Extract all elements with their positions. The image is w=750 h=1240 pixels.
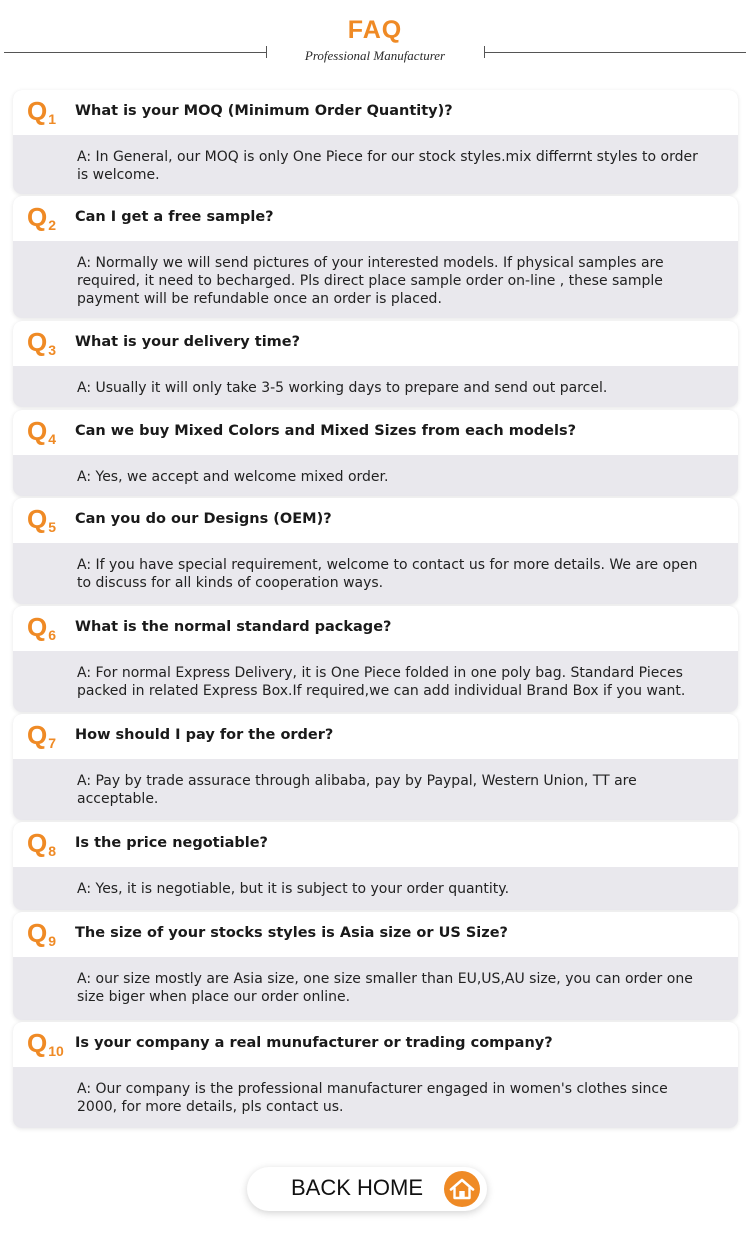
faq-question-row bbox=[13, 606, 738, 651]
question-badge bbox=[27, 504, 56, 538]
question-number: 1 bbox=[48, 111, 57, 127]
question-letter: Q bbox=[27, 327, 48, 357]
question-text: Can you do our Designs (OEM)? bbox=[75, 511, 332, 527]
faq-question-row bbox=[13, 1022, 738, 1067]
question-badge bbox=[27, 828, 56, 862]
question-letter: Q bbox=[27, 1028, 48, 1058]
faq-question-row bbox=[13, 498, 738, 543]
question-badge bbox=[27, 327, 56, 361]
question-text: Can I get a free sample? bbox=[75, 209, 274, 225]
home-icon bbox=[443, 1170, 481, 1208]
faq-item-9 bbox=[13, 912, 738, 1020]
question-badge bbox=[27, 918, 56, 952]
answer-text: A: our size mostly are Asia size, one size smaller than EU,US,AU size, you can order one size biger when place our order online. bbox=[77, 971, 693, 1005]
question-number: 6 bbox=[48, 627, 57, 643]
faq-question-row bbox=[13, 90, 738, 135]
question-letter: Q bbox=[27, 612, 48, 642]
faq-question-row bbox=[13, 714, 738, 759]
page-title: FAQ bbox=[347, 16, 403, 44]
question-text: Is the price negotiable? bbox=[75, 835, 268, 851]
answer-text: A: Pay by trade assurace through alibaba, pay by Paypal, Western Union, TT are acceptable. bbox=[77, 773, 637, 807]
question-text: The size of your stocks styles is Asia size or US Size? bbox=[75, 925, 508, 941]
page-header bbox=[0, 0, 750, 80]
question-letter: Q bbox=[27, 504, 48, 534]
faq-item-1 bbox=[13, 90, 738, 194]
question-text: Can we buy Mixed Colors and Mixed Sizes from each models? bbox=[75, 423, 577, 439]
question-letter: Q bbox=[27, 828, 48, 858]
faq-item-2 bbox=[13, 196, 738, 318]
faq-item-8 bbox=[13, 822, 738, 910]
question-badge bbox=[27, 1028, 64, 1062]
question-number: 2 bbox=[48, 217, 57, 233]
answer-text: A: If you have special requirement, welcome to contact us for more details. We are open to discuss for all kinds of cooperation ways. bbox=[77, 557, 698, 591]
faq-item-4 bbox=[13, 410, 738, 496]
faq-item-5 bbox=[13, 498, 738, 604]
question-letter: Q bbox=[27, 96, 48, 126]
question-badge bbox=[27, 96, 56, 130]
question-letter: Q bbox=[27, 720, 48, 750]
question-text: Is your company a real munufacturer or trading company? bbox=[75, 1035, 553, 1051]
faq-item-10 bbox=[13, 1022, 738, 1128]
question-text: What is your MOQ (Minimum Order Quantity)? bbox=[75, 103, 453, 119]
question-letter: Q bbox=[27, 416, 48, 446]
answer-text: A: Normally we will send pictures of your interested models. If physical samples are required, it need to becharged. Pls direct place sample order on-line , these sample payment will be refundable once an order is placed. bbox=[77, 255, 664, 307]
question-letter: Q bbox=[27, 202, 48, 232]
answer-text: A: Yes, we accept and welcome mixed order. bbox=[77, 469, 389, 485]
question-number: 9 bbox=[48, 933, 57, 949]
faq-question-row bbox=[13, 822, 738, 867]
question-number: 7 bbox=[48, 735, 57, 751]
answer-text: A: Our company is the professional manufacturer engaged in women's clothes since 2000, for more details, pls contact us. bbox=[77, 1081, 668, 1115]
faq-question-row bbox=[13, 410, 738, 455]
question-badge bbox=[27, 416, 56, 450]
question-number: 5 bbox=[48, 519, 57, 535]
faq-question-row bbox=[13, 321, 738, 366]
answer-text: A: Yes, it is negotiable, but it is subject to your order quantity. bbox=[77, 881, 510, 897]
faq-question-row bbox=[13, 196, 738, 241]
question-letter: Q bbox=[27, 918, 48, 948]
answer-text: A: In General, our MOQ is only One Piece for our stock styles.mix differrnt styles to order is welcome. bbox=[77, 149, 698, 183]
question-badge bbox=[27, 202, 56, 236]
faq-question-row bbox=[13, 912, 738, 957]
back-home-button[interactable] bbox=[247, 1167, 487, 1211]
question-number: 8 bbox=[48, 843, 57, 859]
question-badge bbox=[27, 612, 56, 646]
answer-text: A: Usually it will only take 3-5 working days to prepare and send out parcel. bbox=[77, 380, 608, 396]
back-home-label: BACK HOME bbox=[291, 1175, 424, 1200]
question-text: What is the normal standard package? bbox=[75, 619, 392, 635]
question-text: What is your delivery time? bbox=[75, 334, 301, 350]
faq-item-3 bbox=[13, 321, 738, 407]
question-number: 3 bbox=[48, 342, 57, 358]
question-number: 4 bbox=[48, 431, 57, 447]
page-subtitle: Professional Manufacturer bbox=[304, 48, 446, 63]
faq-item-6 bbox=[13, 606, 738, 712]
question-badge bbox=[27, 720, 56, 754]
question-number: 10 bbox=[48, 1043, 64, 1059]
header-divider-right bbox=[484, 52, 746, 53]
question-text: How should I pay for the order? bbox=[75, 727, 334, 743]
faq-item-7 bbox=[13, 714, 738, 820]
answer-text: A: For normal Express Delivery, it is One Piece folded in one poly bag. Standard Pieces packed in related Express Box.If required,we can add individual Brand Box if you want. bbox=[77, 665, 686, 699]
